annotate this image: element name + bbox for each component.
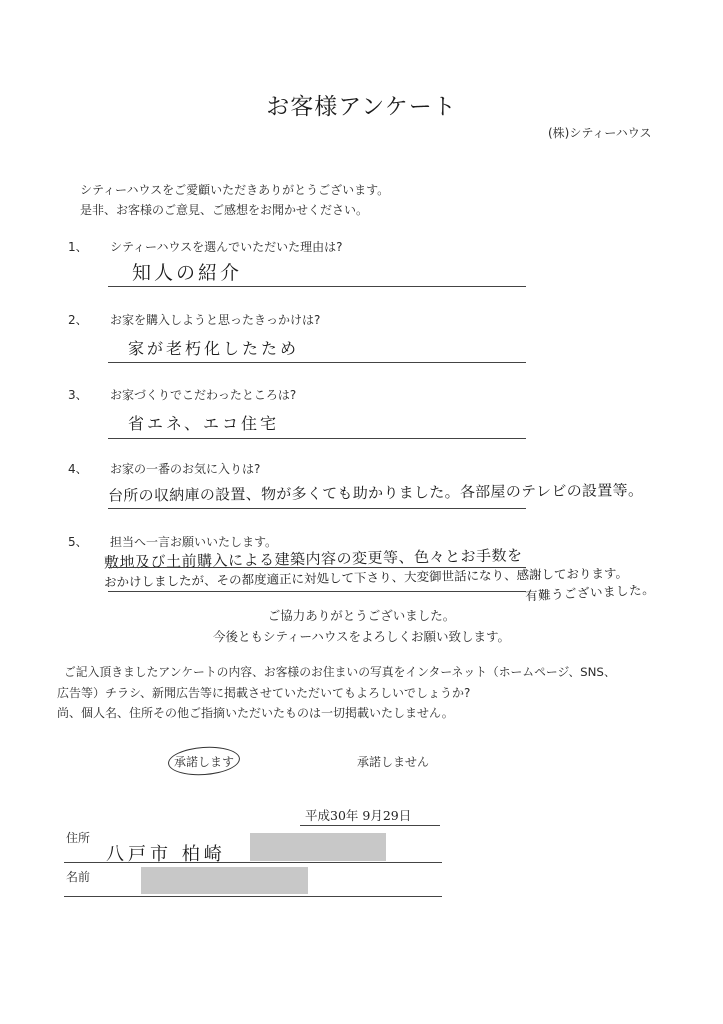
company-name: (株)シティーハウス bbox=[548, 126, 652, 140]
date-line bbox=[300, 825, 440, 826]
answer-5-line-2: おかけしましたが、その都度適正に対処して下さり、大変御世話になり、感謝しております。 bbox=[103, 565, 629, 590]
intro-line-1: シティーハウスをご愛顧いただきありがとうございます。 bbox=[80, 183, 390, 197]
answer-2: 家が老朽化したため bbox=[128, 339, 300, 358]
intro-line-2: 是非、お客様のご意見、ご感想をお聞かせください。 bbox=[80, 203, 369, 217]
answer-2-line bbox=[108, 362, 526, 363]
answer-5-line-3: 有難うございました。 bbox=[524, 581, 656, 604]
survey-title: お客様アンケート bbox=[266, 94, 457, 120]
address-value: 八戸市 柏崎 bbox=[106, 844, 226, 865]
answer-3: 省エネ、エコ住宅 bbox=[128, 414, 280, 433]
name-label: 名前 bbox=[66, 870, 91, 884]
notice-line-3: 尚、個人名、住所その他ご指摘いただいたものは一切掲載いたしません。 bbox=[57, 706, 454, 720]
answer-5-rule-2 bbox=[108, 591, 526, 592]
question-3-number: 3、 bbox=[68, 388, 88, 402]
question-2-text: お家を購入しようと思ったきっかけは? bbox=[110, 313, 321, 327]
question-1-number: 1、 bbox=[68, 240, 88, 254]
answer-4-line bbox=[108, 508, 526, 509]
question-4-text: お家の一番のお気に入りは? bbox=[110, 462, 261, 476]
address-label: 住所 bbox=[66, 831, 91, 845]
form-date: 平成30年 9月29日 bbox=[305, 808, 412, 823]
redacted-name-block bbox=[141, 867, 308, 894]
answer-1-line bbox=[108, 286, 526, 287]
answer-3-line bbox=[108, 438, 526, 439]
question-3-text: お家づくりでこだわったところは? bbox=[110, 388, 297, 402]
notice-line-1: ご記入頂きましたアンケートの内容、お客様のお住まいの写真をインターネット（ホームページ、SNS、 bbox=[64, 665, 616, 679]
consent-disagree-option[interactable]: 承諾しません bbox=[357, 755, 430, 769]
question-5-text: 担当へ一言お願いいたします。 bbox=[110, 535, 278, 549]
notice-line-2: 広告等）チラシ、新聞広告等に掲載させていただいてもよろしいでしょうか? bbox=[57, 686, 471, 700]
address-line bbox=[64, 862, 442, 863]
answer-1: 知人の紹介 bbox=[132, 262, 243, 284]
name-line bbox=[64, 896, 442, 897]
question-1-text: シティーハウスを選んでいただいた理由は? bbox=[110, 240, 343, 254]
answer-4: 台所の収納庫の設置、物が多くても助かりました。各部屋のテレビの設置等。 bbox=[107, 481, 644, 505]
redacted-address-block bbox=[250, 833, 386, 861]
question-5-number: 5、 bbox=[68, 535, 88, 549]
question-4-number: 4、 bbox=[68, 462, 88, 476]
question-2-number: 2、 bbox=[68, 313, 88, 327]
thanks-line-1: ご協力ありがとうございました。 bbox=[267, 608, 456, 623]
answer-5-line-1: 敷地及び土前購入による建築内容の変更等、色々とお手数を bbox=[103, 546, 523, 572]
thanks-line-2: 今後ともシティーハウスをよろしくお願い致します。 bbox=[212, 629, 510, 644]
consent-agree-option[interactable]: 承諾します bbox=[174, 755, 235, 769]
